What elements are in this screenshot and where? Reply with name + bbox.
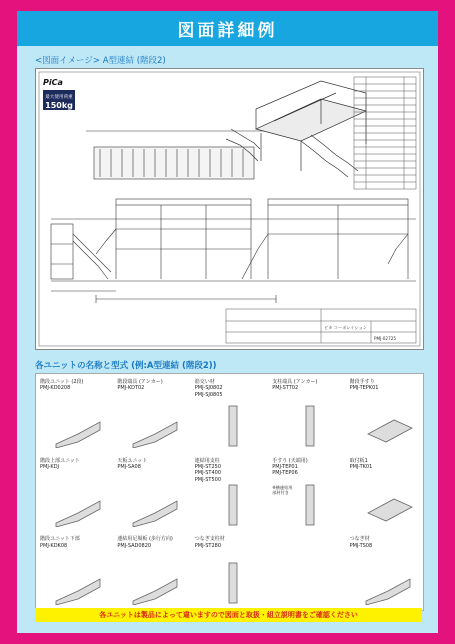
unit-name: 階段端具 (アンカー)	[117, 379, 163, 385]
unit-illustration	[48, 483, 108, 527]
footer-note-bar	[35, 608, 422, 622]
unit-label	[350, 379, 379, 392]
unit-name: つなぎ支柱材	[194, 536, 225, 543]
unit-label	[40, 458, 80, 471]
page-header	[17, 11, 438, 46]
unit-name: 天板ユニット	[117, 457, 148, 464]
unit-code: PMJ-KDT02	[117, 385, 145, 392]
unit-card	[113, 374, 190, 452]
unit-code: PMJ-TEP01	[272, 464, 298, 470]
unit-illustration	[48, 561, 108, 605]
unit-name: 階段ユニット下部	[40, 536, 80, 543]
unit-code: PMJ-SA08	[117, 464, 141, 470]
unit-code: PMJ-ST400	[194, 470, 221, 477]
unit-label	[195, 458, 221, 484]
side-elevation	[51, 199, 416, 303]
load-badge	[43, 90, 75, 110]
unit-card	[268, 453, 345, 531]
unit-name: 階段ユニット (2段)	[40, 379, 84, 385]
unit-code: PMJ-STT02	[272, 385, 299, 392]
unit-code: PMJ-TK01	[349, 464, 373, 470]
load-badge-line2: 150kg	[45, 101, 73, 110]
unit-label	[350, 458, 373, 471]
unit-grid	[35, 373, 424, 611]
drawing-svg	[36, 69, 423, 349]
unit-name: 筋交い材	[194, 379, 215, 385]
unit-card	[191, 453, 268, 531]
unit-code: PMJ-TEP06	[272, 470, 298, 477]
unit-name: 取付板1	[349, 457, 368, 464]
unit-card	[191, 531, 268, 609]
catalog-page	[17, 11, 438, 633]
unit-label	[117, 536, 173, 549]
unit-label	[195, 379, 223, 398]
unit-label	[117, 458, 147, 471]
unit-code: PMJ-ST250	[194, 464, 221, 470]
unit-label	[272, 458, 308, 477]
unit-card	[113, 531, 190, 609]
unit-card	[191, 374, 268, 452]
unit-label	[272, 379, 317, 392]
plan-view	[86, 131, 266, 179]
unit-code: PMJ-KD0208	[40, 385, 71, 392]
unit-illustration	[358, 404, 418, 448]
unit-label	[40, 536, 80, 549]
unit-illustration	[203, 404, 263, 448]
unit-code: PMJ-ST500	[194, 476, 221, 483]
unit-illustration	[358, 561, 418, 605]
unit-code: PMJ-TEPK01	[349, 385, 379, 392]
unit-name: 手すり (天端用)	[272, 457, 308, 464]
unit-card	[268, 374, 345, 452]
unit-name: 連結用足場板 (歩行方向)	[117, 536, 173, 543]
unit-code: PMJ-ST280	[194, 542, 221, 549]
unit-name: 支柱端具 (アンカー)	[272, 379, 318, 385]
unit-card	[113, 453, 190, 531]
unit-illustration	[358, 483, 418, 527]
unit-illustration	[125, 483, 185, 527]
unit-illustration	[280, 404, 340, 448]
load-badge-line1: 最大使用荷重	[45, 95, 73, 100]
footer-note: 各ユニットは製品によって違いますので図面と取扱・組立説明書をご確認ください	[99, 611, 358, 619]
unit-illustration	[48, 404, 108, 448]
technical-drawing	[35, 68, 424, 350]
unit-label	[40, 379, 83, 392]
unit-illustration	[203, 483, 263, 527]
unit-card	[36, 453, 113, 531]
units-section-title: 各ユニットの名称と型式 (例:A型連結 (階段2))	[35, 361, 217, 371]
unit-illustration	[125, 404, 185, 448]
unit-illustration	[203, 561, 263, 605]
unit-code: PMJ-SJ0805	[194, 391, 223, 398]
brand-logo: PiCa	[43, 78, 63, 87]
unit-illustration	[125, 561, 185, 605]
unit-name: 階段手すり	[349, 379, 375, 385]
unit-code: PMJ-SJ0802	[194, 385, 223, 392]
unit-card	[346, 531, 423, 609]
unit-label	[117, 379, 162, 392]
unit-name: 階段上部ユニット	[40, 457, 80, 464]
drawing-section-title: <図面イメージ> A型連結 (階段2)	[35, 56, 166, 66]
unit-card	[346, 453, 423, 531]
unit-name: 連結用支柱	[194, 457, 220, 464]
unit-card	[268, 531, 345, 609]
unit-label	[350, 536, 373, 549]
drawing-number: PMJ-02725	[374, 336, 397, 341]
company-name: ピカ コーポレイション	[324, 325, 367, 330]
unit-note: ※横連結用 部材付き	[272, 484, 293, 495]
unit-label	[195, 536, 225, 549]
unit-code: PMJ-TS08	[349, 542, 373, 549]
parts-table	[354, 77, 416, 189]
unit-code: PMJ-KDK08	[40, 542, 68, 549]
unit-card	[346, 374, 423, 452]
unit-name: つなぎ材	[349, 536, 370, 543]
unit-card	[36, 374, 113, 452]
unit-card	[36, 531, 113, 609]
unit-code: PMJ-SAD0820	[117, 542, 152, 549]
unit-code: PMJ-KDJ	[40, 464, 60, 470]
unit-illustration	[280, 483, 340, 527]
page-title: 図面詳細例	[177, 21, 278, 41]
